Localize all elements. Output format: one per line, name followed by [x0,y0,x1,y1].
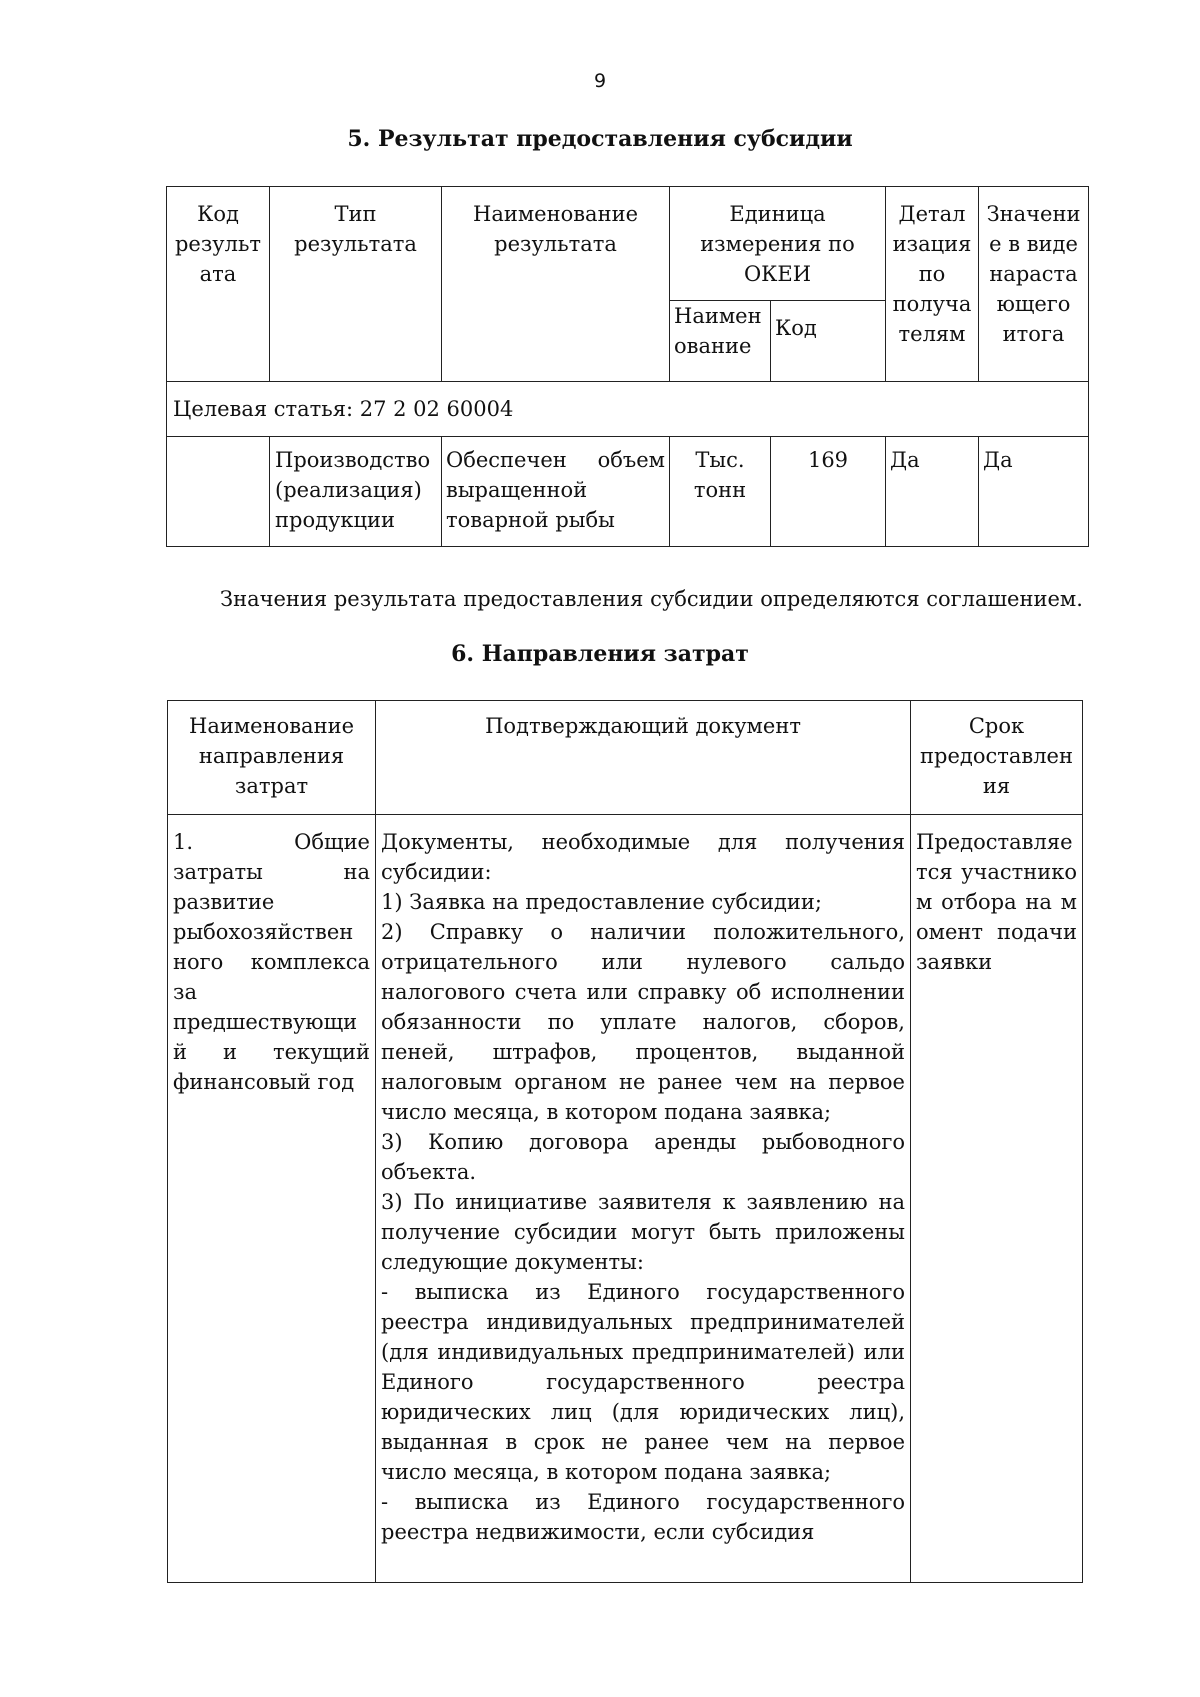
header-direction: Наименование направления затрат [168,701,376,815]
cell-code [167,437,270,547]
target-article: Целевая статья: 27 2 02 60004 [167,382,1089,437]
header-cumulative: Значени е в виде нараста ющего итога [979,187,1089,382]
cell-cumulative: Да [979,437,1089,547]
document-item: 3) Копию договора аренды рыбоводного объекта. [381,1130,905,1184]
section-6-title: 6. Направления затрат [451,641,749,667]
header-unit-name: Наимен ование [670,301,771,382]
table-row [167,437,1089,547]
header-type: Тип результата [270,187,442,382]
result-table [166,186,1089,547]
cell-unit-name: Тыс. тонн [670,437,771,547]
header-name: Наименование результата [442,187,670,382]
cell-deadline: Предоставляется участником отбора на момент подачи заявки [911,815,1083,1583]
cell-type: Производство (реализация) продукции [270,437,442,547]
document-item: 3) По инициативе заявителя к заявлению на получение субсидии могут быть приложены следующие документы: [381,1190,905,1274]
result-note: Значения результата предоставления субсидии определяются соглашением. [220,587,1083,611]
cell-detail: Да [886,437,979,547]
cell-direction: 1. Общие затраты на развитие рыбохозяйствен ного комплекса за предшествующи й и текущий финансовый год [168,815,376,1583]
header-unit-code: Код [771,301,886,382]
section-5-title: 5. Результат предоставления субсидии [347,126,853,152]
header-detail: Детал изация по получа телям [886,187,979,382]
header-code: Код результ ата [167,187,270,382]
document-item: - выписка из Единого государственного реестра индивидуальных предпринимателей (для индивидуальных предпринимателей) или Единого государственного реестра юридических лиц (для юридических лиц), выданная в срок не ранее чем на первое число месяца, в котором подана заявка; [381,1280,905,1484]
document-item: 2) Справку о наличии положительного, отрицательного или нулевого сальдо налогового счета или справку об исполнении обязанности по уплате налогов, сборов, пеней, штрафов, процентов, выданной налоговым органом не ранее чем на первое число месяца, в котором подана заявка; [381,920,905,1124]
document-item: 1) Заявка на предоставление субсидии; [381,890,822,914]
header-unit: Единица измерения по ОКЕИ [670,187,886,301]
cell-documents [376,815,911,1583]
cell-unit-code: 169 [771,437,886,547]
cost-directions-table [167,700,1083,1583]
header-document: Подтверждающий документ [376,701,911,815]
document-item: - выписка из Единого государственного реестра недвижимости, если субсидия [381,1490,905,1544]
document-intro: Документы, необходимые для получения субсидии: [381,830,905,884]
page-number: 9 [593,70,607,92]
cell-name: Обеспечен объем выращенной товарной рыбы [442,437,670,547]
table-row [168,815,1083,1583]
header-deadline: Срок предоставлен ия [911,701,1083,815]
